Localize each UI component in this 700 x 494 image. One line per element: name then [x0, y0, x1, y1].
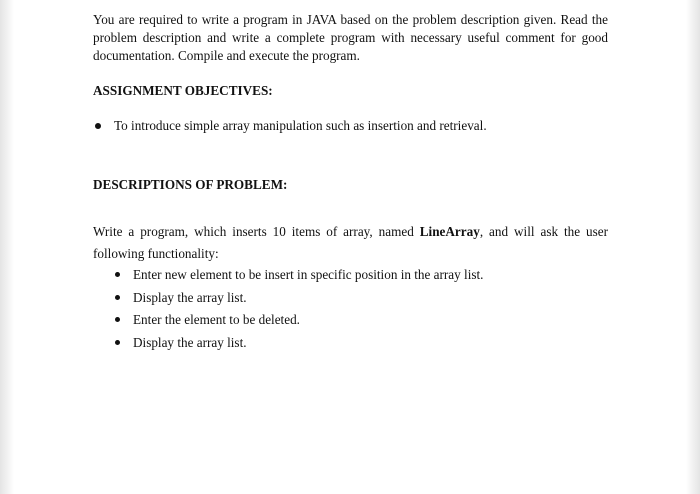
list-item: [113, 311, 608, 334]
objectives-heading: ASSIGNMENT OBJECTIVES:: [93, 83, 273, 98]
description-text-before: Write a program, which inserts 10 items of array, named: [93, 224, 420, 239]
objectives-list: [93, 117, 608, 135]
description-text-after: , and will ask the user following functionality:: [93, 224, 608, 261]
bullet-icon: [95, 123, 101, 129]
descriptions-heading: DESCRIPTIONS OF PROBLEM:: [93, 177, 288, 192]
list-item: [113, 334, 608, 357]
functionality-list: [113, 266, 608, 356]
array-name: LineArray: [419, 224, 480, 239]
list-item: [93, 117, 608, 135]
bullet-icon: [115, 295, 120, 300]
page-edge-shadow-right: [686, 0, 700, 494]
description-paragraph: [93, 221, 608, 265]
functionality-text: Enter the element to be deleted.: [133, 312, 300, 327]
list-item: [113, 266, 608, 289]
bullet-icon: [115, 340, 120, 345]
bullet-icon: [115, 272, 120, 277]
objective-text: To introduce simple array manipulation such as insertion and retrieval.: [114, 118, 487, 133]
functionality-text: Enter new element to be insert in specific position in the array list.: [133, 267, 484, 282]
functionality-text: Display the array list.: [133, 289, 247, 305]
bullet-icon: [115, 317, 120, 322]
functionality-text: Display the array list.: [133, 334, 247, 350]
page-edge-shadow-left: [0, 0, 14, 494]
intro-paragraph: You are required to write a program in JAVA based on the problem description given. Read the problem description and write a complete program with necessary useful comment for good documentation. Compile and execute the program.: [93, 12, 608, 63]
list-item: [113, 289, 608, 312]
